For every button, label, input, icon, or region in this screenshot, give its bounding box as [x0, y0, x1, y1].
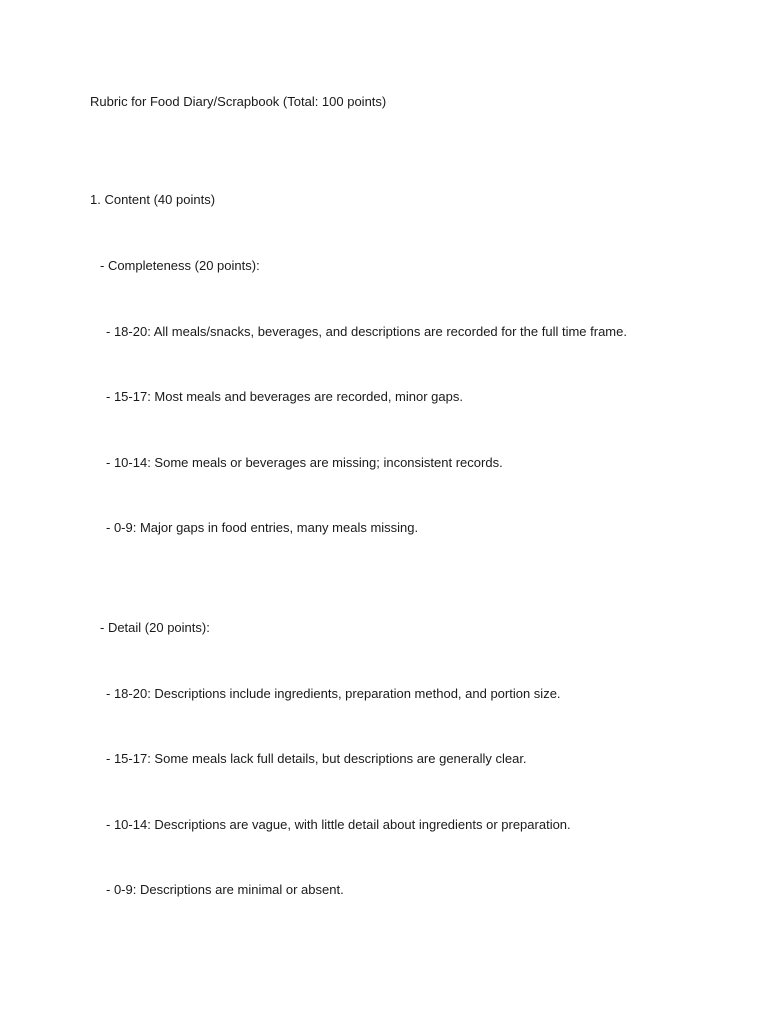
- completeness-level-18-20: - 18-20: All meals/snacks, beverages, and descriptions are recorded for the full time frame.: [106, 324, 627, 339]
- detail-level-15-17: - 15-17: Some meals lack full details, but descriptions are generally clear.: [106, 751, 527, 766]
- completeness-level-10-14: - 10-14: Some meals or beverages are missing; inconsistent records.: [106, 455, 503, 470]
- completeness-level-0-9: - 0-9: Major gaps in food entries, many meals missing.: [106, 520, 419, 535]
- detail-level-10-14: - 10-14: Descriptions are vague, with little detail about ingredients or preparation.: [106, 817, 571, 832]
- section-heading-content: 1. Content (40 points): [90, 192, 216, 207]
- completeness-level-15-17: - 15-17: Most meals and beverages are recorded, minor gaps.: [106, 389, 463, 404]
- detail-level-0-9: - 0-9: Descriptions are minimal or absent.: [106, 882, 344, 897]
- criterion-heading-completeness: - Completeness (20 points):: [100, 258, 260, 273]
- rubric-title: Rubric for Food Diary/Scrapbook (Total: 100 points): [90, 94, 387, 109]
- detail-level-18-20: - 18-20: Descriptions include ingredients, preparation method, and portion size.: [106, 686, 561, 701]
- criterion-heading-detail: - Detail (20 points):: [100, 620, 210, 635]
